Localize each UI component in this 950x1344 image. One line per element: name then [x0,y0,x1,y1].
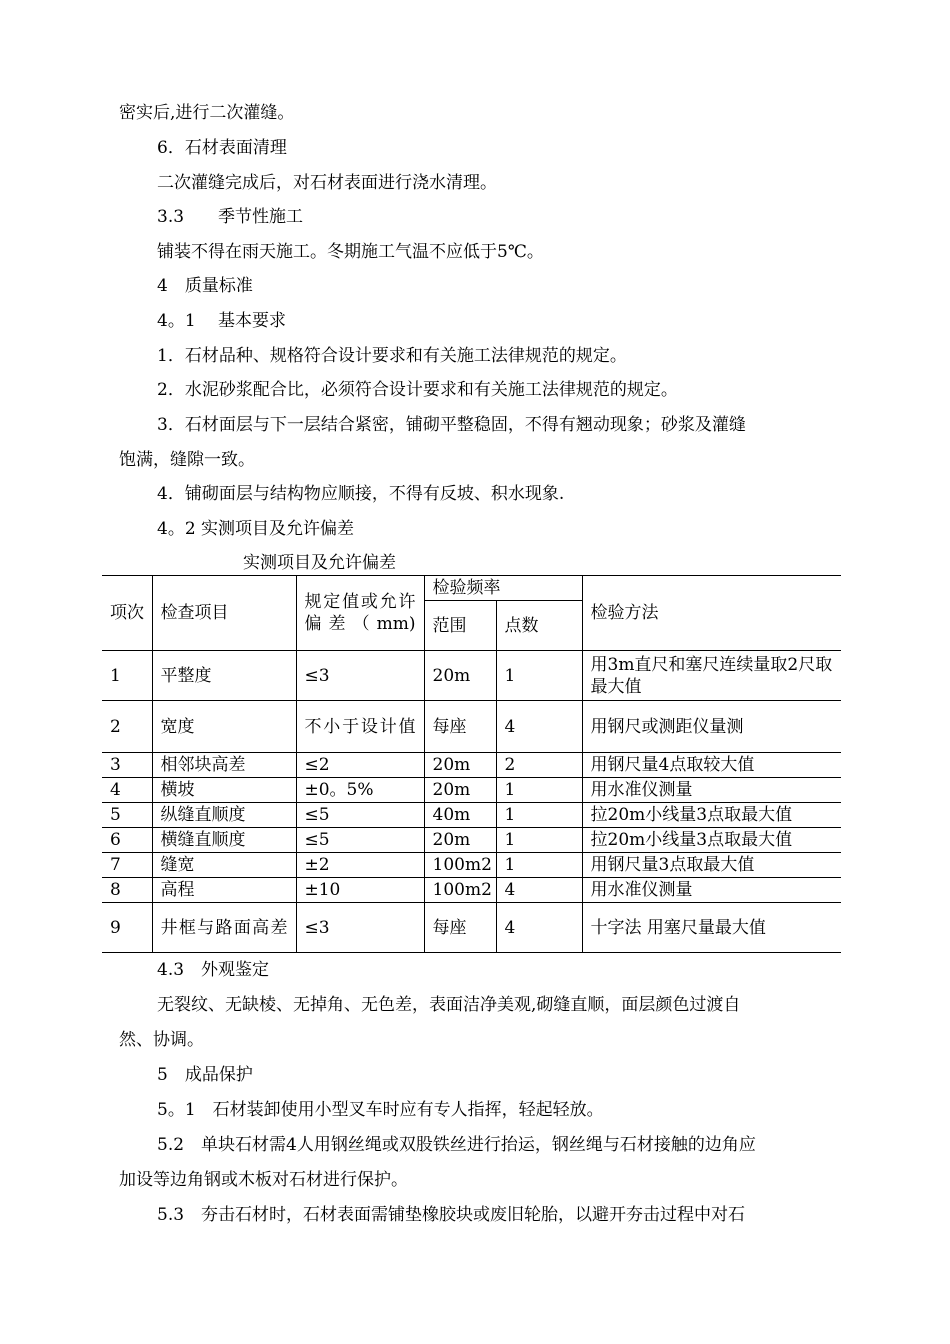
table-row [102,803,841,828]
paragraph-line: 铺装不得在雨天施工。冬期施工气温不应低于5℃。 [157,242,544,262]
cell-tolerance: ±2 [296,853,424,878]
table-row [102,778,841,803]
cell-points: 1 [496,828,582,853]
cell-range: 每座 [424,903,496,953]
table-row [102,828,841,853]
header-points: 点数 [496,601,582,651]
table-header-row [102,576,841,601]
table-row [102,853,841,878]
inspection-table [102,575,841,953]
cell-tolerance: ±10 [296,878,424,903]
cell-points: 1 [496,651,582,701]
cell-item: 纵缝直顺度 [152,803,296,828]
paragraph-line: 5.3 夯击石材时，石材表面需铺垫橡胶块或废旧轮胎，以避开夯击过程中对石 [157,1205,746,1225]
paragraph-line: 2．水泥砂浆配合比，必须符合设计要求和有关施工法律规范的规定。 [157,380,678,400]
cell-index: 3 [102,753,152,778]
section-heading: 4。2 实测项目及允许偏差 [157,519,355,539]
table-caption: 实测项目及允许偏差 [243,553,396,573]
cell-range: 100m2 [424,878,496,903]
cell-method: 用钢尺量3点取最大值 [582,853,841,878]
cell-index: 4 [102,778,152,803]
table-row [102,651,841,701]
cell-method: 用钢尺量4点取较大值 [582,753,841,778]
cell-tolerance: ≤3 [296,903,424,953]
section-heading: 4。1 基本要求 [157,311,287,331]
cell-tolerance: ≤5 [296,803,424,828]
cell-range: 40m [424,803,496,828]
cell-tolerance: 不小于设计值 [296,701,424,753]
table-row [102,753,841,778]
paragraph-line: 5。1 石材装卸使用小型叉车时应有专人指挥，轻起轻放。 [157,1100,604,1120]
cell-range: 20m [424,651,496,701]
cell-item: 宽度 [152,701,296,753]
cell-tolerance: ≤3 [296,651,424,701]
cell-index: 8 [102,878,152,903]
cell-tolerance: ≤5 [296,828,424,853]
table-row [102,878,841,903]
cell-points: 4 [496,903,582,953]
cell-range: 100m2 [424,853,496,878]
paragraph-line: 无裂纹、无缺棱、无掉角、无色差，表面洁净美观,砌缝直顺，面层颜色过渡自 [157,995,741,1015]
header-tolerance: 规定值或允许偏差（mm) [296,576,424,651]
cell-item: 相邻块高差 [152,753,296,778]
cell-index: 2 [102,701,152,753]
paragraph-line: 饱满，缝隙一致。 [119,450,255,470]
cell-item: 高程 [152,878,296,903]
header-frequency: 检验频率 [424,576,582,601]
cell-method: 用水准仪测量 [582,778,841,803]
cell-item: 井框与路面高差 [152,903,296,953]
cell-points: 4 [496,878,582,903]
paragraph-line: 3．石材面层与下一层结合紧密，铺砌平整稳固，不得有翘动现象；砂浆及灌缝 [157,415,746,435]
table-row [102,903,841,953]
cell-index: 6 [102,828,152,853]
cell-range: 每座 [424,701,496,753]
paragraph-line: 密实后,进行二次灌缝。 [119,103,295,123]
section-heading: 4 质量标准 [157,276,253,296]
cell-index: 7 [102,853,152,878]
paragraph-line: 加设等边角钢或木板对石材进行保护。 [119,1170,408,1190]
cell-method: 拉20m小线量3点取最大值 [582,828,841,853]
paragraph-line: 1．石材品种、规格符合设计要求和有关施工法律规范的规定。 [157,346,627,366]
paragraph-line: 二次灌缝完成后，对石材表面进行浇水清理。 [157,173,497,193]
cell-method: 用水准仪测量 [582,878,841,903]
cell-item: 横坡 [152,778,296,803]
cell-index: 9 [102,903,152,953]
cell-index: 1 [102,651,152,701]
cell-points: 1 [496,803,582,828]
cell-tolerance: ±0。5% [296,778,424,803]
cell-points: 2 [496,753,582,778]
cell-range: 20m [424,778,496,803]
cell-item: 缝宽 [152,853,296,878]
cell-points: 4 [496,701,582,753]
header-method: 检验方法 [582,576,841,651]
header-range: 范围 [424,601,496,651]
section-heading: 4.3 外观鉴定 [157,960,270,980]
cell-item: 横缝直顺度 [152,828,296,853]
table-row [102,701,841,753]
cell-method: 十字法 用塞尺量最大值 [582,903,841,953]
cell-method: 用3m直尺和塞尺连续量取2尺取最大值 [582,651,841,701]
header-item: 检查项目 [152,576,296,651]
section-heading: 6．石材表面清理 [157,138,287,158]
paragraph-line: 然、协调。 [119,1030,204,1050]
cell-range: 20m [424,753,496,778]
cell-points: 1 [496,778,582,803]
section-heading: 3.3 季节性施工 [157,207,304,227]
cell-points: 1 [496,853,582,878]
cell-tolerance: ≤2 [296,753,424,778]
paragraph-line: 5.2 单块石材需4人用钢丝绳或双股铁丝进行抬运，钢丝绳与石材接触的边角应 [157,1135,756,1155]
section-heading: 5 成品保护 [157,1065,253,1085]
cell-method: 拉20m小线量3点取最大值 [582,803,841,828]
paragraph-line: 4．铺砌面层与结构物应顺接，不得有反坡、积水现象. [157,484,565,504]
cell-range: 20m [424,828,496,853]
header-index: 项次 [102,576,152,651]
cell-item: 平整度 [152,651,296,701]
cell-index: 5 [102,803,152,828]
cell-method: 用钢尺或测距仪量测 [582,701,841,753]
